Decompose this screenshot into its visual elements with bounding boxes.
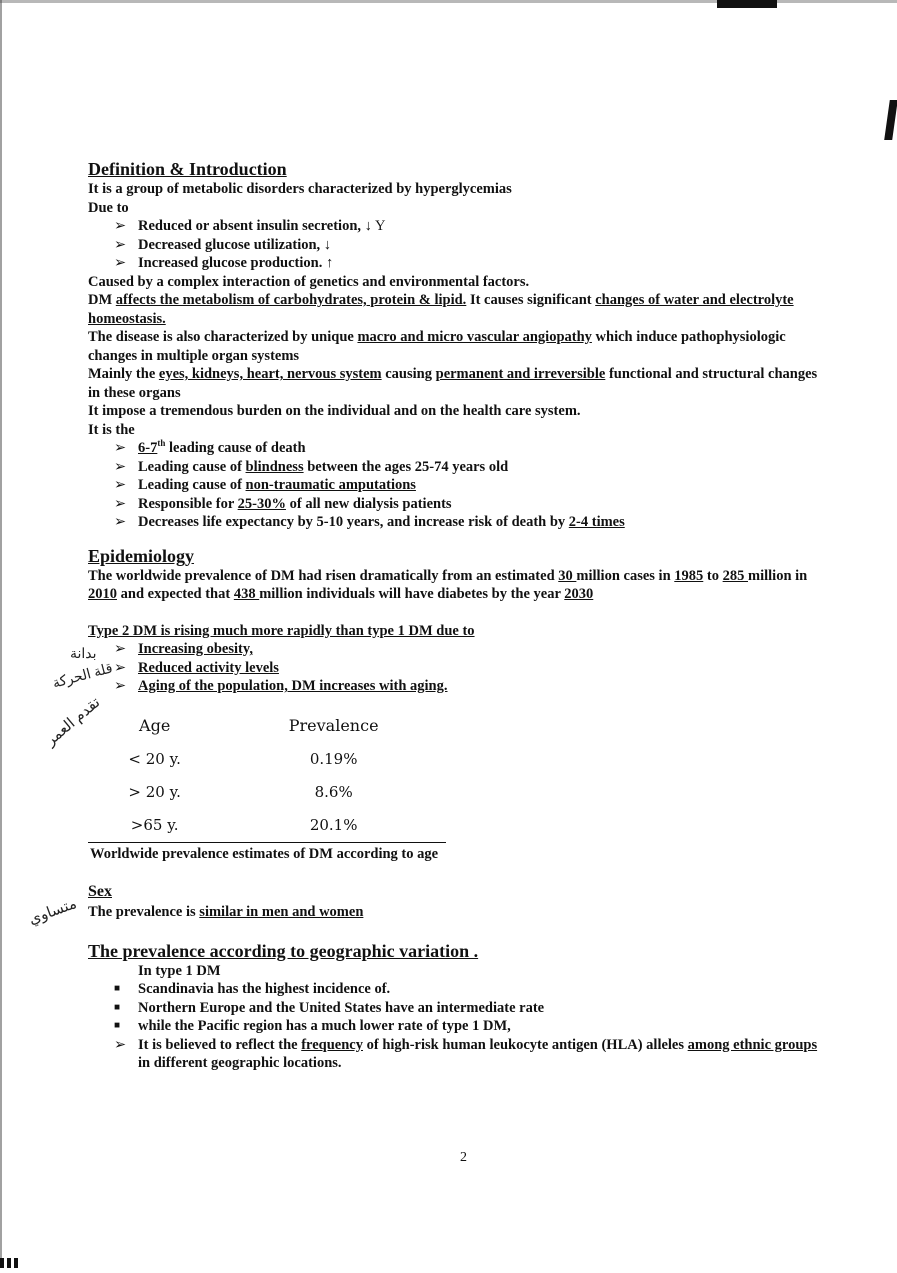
list-item: ➢ Leading cause of non-traumatic amputations xyxy=(114,477,416,493)
list-item: ➢ Reduced or absent insulin secretion, ↓ Y xyxy=(114,218,386,234)
it-is-the-label: It is the xyxy=(88,421,135,438)
handwritten-mark: ↓ Y xyxy=(364,218,386,234)
arrow-bullet-icon: ➢ xyxy=(114,236,127,253)
organs-text: Mainly the eyes, kidneys, heart, nervous system causing permanent and irreversible functional and structural changes in these organs xyxy=(88,366,818,401)
arrow-bullet-icon: ➢ xyxy=(114,1036,127,1053)
list-item: ➢ Aging of the population, DM increases with aging. xyxy=(114,678,448,694)
list-item: ➢ Decreases life expectancy by 5-10 years, and increase risk of death by 2-4 times xyxy=(114,514,625,530)
document-body xyxy=(88,158,828,1073)
causes-list xyxy=(88,217,828,273)
prevalence-table xyxy=(88,710,446,843)
geo-subheading: In type 1 DM xyxy=(138,962,221,979)
list-item: ➢ Leading cause of blindness between the ages 25-74 years old xyxy=(114,458,509,475)
arrow-bullet-icon: ➢ xyxy=(114,255,127,271)
square-bullet-icon: ■ xyxy=(114,1020,121,1031)
handwritten-note: تقدم العمر xyxy=(42,694,104,750)
definition-line: It is a group of metabolic disorders characterized by hyperglycemias xyxy=(88,181,512,197)
arrow-bullet-icon: ➢ xyxy=(114,477,127,493)
arrow-bullet-icon: ➢ xyxy=(114,659,127,676)
handwritten-mark: ↑ xyxy=(325,255,334,271)
scan-artifact-bottom xyxy=(0,1255,40,1265)
list-item: ➢ Responsible for 25-30% of all new dialysis patients xyxy=(114,495,452,512)
epidemiology-heading: Epidemiology xyxy=(88,545,195,566)
definition-heading: Definition & Introduction xyxy=(88,159,287,179)
scan-artifact-right xyxy=(884,100,897,140)
dm-affects-text: DM affects the metabolism of carbohydrates, protein & lipid. It causes significant changes of water and electrolyte homeostasis. xyxy=(88,292,794,327)
arrow-bullet-icon: ➢ xyxy=(114,514,127,530)
facts-list xyxy=(88,439,828,532)
handwritten-note: قلة الحركة xyxy=(51,661,115,692)
table-header-row xyxy=(88,710,446,743)
table-row: >65 y. 20.1% xyxy=(88,809,446,843)
square-bullet-icon: ■ xyxy=(114,983,121,994)
arrow-bullet-icon: ➢ xyxy=(114,218,127,234)
arrow-bullet-icon: ➢ xyxy=(114,678,127,694)
handwritten-mark: ↓ xyxy=(323,236,332,253)
square-bullet-icon: ■ xyxy=(114,1001,121,1013)
disease-text: The disease is also characterized by unique macro and micro vascular angiopathy which induce pathophysiologic changes in multiple organ systems xyxy=(88,329,786,364)
list-item: ■ while the Pacific region has a much lower rate of type 1 DM, xyxy=(114,1018,511,1034)
table-header-prevalence: Prevalence xyxy=(288,715,379,735)
table-caption: Worldwide prevalence estimates of DM according to age xyxy=(90,845,439,862)
page-number: 2 xyxy=(460,1150,467,1165)
list-item: ■ Scandinavia has the highest incidence of. xyxy=(114,981,391,997)
burden-text: It impose a tremendous burden on the individual and on the health care system. xyxy=(88,403,581,419)
prevalence-text: The worldwide prevalence of DM had risen dramatically from an estimated 30 million cases in 1985 to 285 million in 2010 and expected that 438 million individuals will have diabetes by the year 2030 xyxy=(88,567,808,602)
handwritten-note: بدانة xyxy=(70,647,97,662)
scan-edge-left xyxy=(0,0,2,1265)
list-item: ➢ 6-7th leading cause of death xyxy=(114,438,306,456)
list-item: ➢ Increasing obesity, xyxy=(114,641,253,657)
due-to-label: Due to xyxy=(88,199,129,216)
list-item: ➢ Increased glucose production. ↑ xyxy=(114,255,334,271)
list-item: ■ Northern Europe and the United States have an intermediate rate xyxy=(114,999,545,1016)
geo-heading: The prevalence according to geographic variation . xyxy=(88,940,479,961)
sex-heading: Sex xyxy=(88,883,112,900)
list-item: ➢ It is believed to reflect the frequency of high-risk human leukocyte antigen (HLA) alleles among ethnic groups in different geographic locations. xyxy=(114,1036,818,1071)
table-row: < 20 y. 0.19% xyxy=(128,749,358,768)
type2-reasons-list xyxy=(88,640,828,696)
sex-text: The prevalence is similar in men and women xyxy=(88,904,364,920)
table-row: > 20 y. 8.6% xyxy=(128,782,353,801)
table-header-age: Age xyxy=(139,715,171,735)
arrow-bullet-icon: ➢ xyxy=(114,458,127,475)
geo-list xyxy=(88,980,828,1073)
caused-by-text: Caused by a complex interaction of genetics and environmental factors. xyxy=(88,273,530,290)
list-item: ➢ Decreased glucose utilization, ↓ xyxy=(114,236,332,253)
type2-heading: Type 2 DM is rising much more rapidly than type 1 DM due to xyxy=(88,622,475,639)
handwritten-note: متساوي xyxy=(26,895,79,928)
arrow-bullet-icon: ➢ xyxy=(114,641,127,657)
scan-artifact-top xyxy=(717,0,777,8)
list-item: ➢ Reduced activity levels xyxy=(114,659,279,676)
arrow-bullet-icon: ➢ xyxy=(114,495,127,512)
arrow-bullet-icon: ➢ xyxy=(114,440,127,456)
